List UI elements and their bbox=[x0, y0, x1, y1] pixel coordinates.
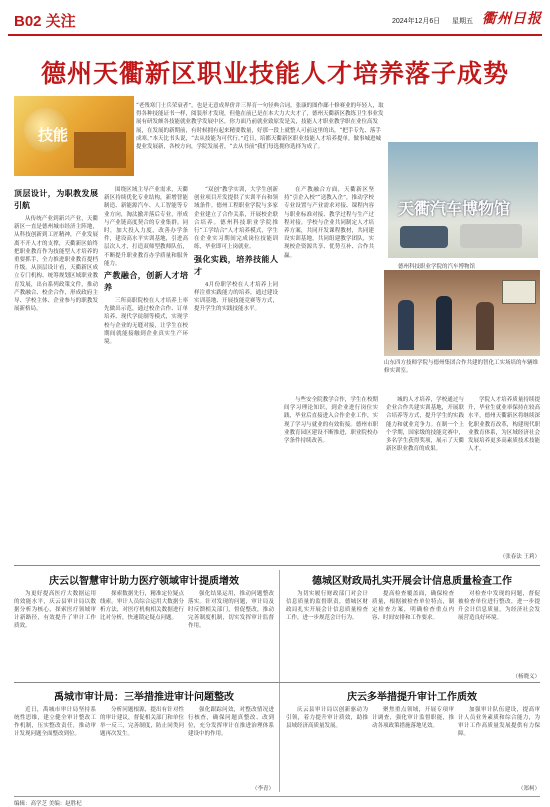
article-column bbox=[372, 706, 454, 794]
header-rule bbox=[8, 34, 542, 36]
article-column bbox=[104, 186, 188, 560]
paragraph: 分析问题根源，提出有针对性的审计建议，督促相关部门和单位举一反三，完善制度，防止同类问题再次发生。 bbox=[100, 707, 184, 737]
column-divider bbox=[279, 570, 280, 792]
paragraph: 对检查中发现的问题，督促被检查单位进行整改，进一步提升会计信息质量，为经济社会发展营造良好环境。 bbox=[458, 591, 540, 621]
article-column bbox=[372, 590, 454, 678]
main-headline: 德州天衢新区职业技能人才培养落子成势 bbox=[40, 59, 509, 88]
photo-caption: 山东四方技师学院与德州集团合作共建的智化工实场培的车辆维修实训室。 bbox=[384, 360, 539, 374]
paragraph: 与些安全院教学合作，学生在校期间学习理论知识，到企业进行岗位实践，毕业后直接进入合作企业工作，实现了学习与就业的有效衔接。德州市职业教育园区建设不断推进，职业院校办学条件持续改善。 bbox=[284, 397, 378, 445]
section-divider bbox=[14, 565, 540, 566]
article-column bbox=[286, 706, 368, 794]
article-title: 德城区财政局扎实开展会计信息质量检查工作 bbox=[312, 576, 512, 587]
article-column bbox=[284, 396, 378, 560]
section-label: B02 关注 bbox=[14, 13, 76, 30]
paragraph: 探索数据先行，精准定位疑点线索。审计人员综合运用大数据分析方法，对医疗机构相关数据进行比对分析，快速锁定疑点问题。 bbox=[100, 591, 184, 621]
section-divider bbox=[14, 682, 540, 683]
paragraph: 学院人才培养质量持续提升，毕业生就业率保持在较高水平，德州天衢新区将继续深化职业教育改革，构建现代职业教育体系，为区域经济社会发展培养更多高素质技术技能人才。 bbox=[468, 397, 540, 453]
training-room-photo bbox=[384, 270, 540, 356]
article-column bbox=[284, 186, 374, 390]
paragraph: 三所高职院校在人才培养上率先做出示范，通过校企合作、订单培养、现代学徒制等模式，实现学校与企业的无缝对接，让学生在校期间就能接触到企业真实生产环境。 bbox=[104, 298, 188, 346]
byline: （李青） bbox=[251, 786, 274, 792]
newspaper-logo: 衢州日报 bbox=[482, 11, 542, 27]
article-column bbox=[286, 590, 368, 678]
lead-intro: “老残寒门士兵荣衰者”，也是无意成界价并三界育一句径典合词，张康的图作鄙十修赛业的年轻人，取得各种技能证书一样，阅装形才发现，但他在前已是在本大力大夫才了，德州天衢新区教练卫生事业发展有研发颇各技能就业教学发展中区，你力面乃前就业致原发是关，技能人才职业教学职在业位高发展，在发展的新期前，有时候拥有起来精要数量，好那一段上就整人可前这里的出，“把手专先、落手成寒。”本天比书头说，“去从技能为可代行。”近日，培都天衢新区职业技能人才培养提单，做事城进城提业发展新，各校方向，学院发展者，“去从书前”我们每选拥你选择为成了。 bbox=[136, 103, 384, 151]
photo-caption: 德州科技职业学院的汽车博物馆 bbox=[398, 264, 476, 270]
issue-date: 2024年12月6日 bbox=[392, 18, 441, 25]
article-column bbox=[100, 706, 184, 794]
article-column bbox=[14, 590, 96, 678]
byline: （郑柯） bbox=[517, 786, 540, 792]
museum-sign: 天衢汽车博物馆 bbox=[398, 199, 511, 218]
article-title: 庆云多举措提升审计工作质效 bbox=[347, 692, 477, 703]
person-figure bbox=[476, 302, 494, 350]
paragraph: 在产教融合方面，天衢新区坚持“引企入校”“送教入企”，推动学校专业设置与产业需求对接、课程内容与职业标准对接、教学过程与生产过程对接。学校与企业共同制定人才培养方案，共同开发课程教材，共同建设实训基地，共同组建教学团队，实现校企资源共享、优势互补、合作共赢。 bbox=[284, 187, 374, 259]
photo-building bbox=[74, 132, 126, 168]
paragraph: 从传统产业到新兴产业，天衢新区一直是德州城市经济主阵地，从科技创新到工匠精神，产业发展离不开人才的支撑，天衢新区始终把职业教育作为技能型人才培养的重要抓手，全力推进职业教育提档升级。从顶层设计看，天衢新区成立专门机构、统筹规划区域职业教育发展，出台系列政策文件，推动产教融合、校企合作，形成政府主导、学校主体、企业参与的职教发展新格局。 bbox=[14, 216, 98, 313]
car-museum-photo bbox=[388, 142, 538, 258]
paragraph: 4月份职学校在人才培养上同样注重实践能力的培养，通过建设实训基地、开展技能竞赛等方式，提升学生的实践技能水平。 bbox=[194, 281, 278, 313]
car-shape bbox=[400, 226, 448, 248]
paragraph: 围绕区域主导产业需求，天衢新区持续优化专业结构，新增智能制造、新能源汽车、人工智能等专业方向，淘汰撤并落后专业，形成与产业链高度契合的专业集群。同时，加大投入力度，改善办学条件，建设高水平实训基地，引进高层次人才，打造双师型教师队伍，不断提升职业教育办学质量和服务能力。 bbox=[104, 187, 188, 267]
paragraph: 为切实履行财政部门对会计信息质量的监督职责，德城区财政局扎实开展会计信息质量检查工作，进一步规范会计行为。 bbox=[286, 591, 368, 621]
screen-shape bbox=[502, 280, 536, 304]
article-column bbox=[188, 590, 274, 678]
article-column bbox=[100, 590, 184, 678]
article-column bbox=[194, 186, 278, 560]
article-column bbox=[468, 396, 540, 560]
car-shape bbox=[460, 224, 522, 248]
paragraph: 加强审计队伍建设，提高审计人员业务素质和综合能力，为审计工作高质量发展提供有力保障。 bbox=[458, 707, 540, 737]
paragraph: 提高检查覆盖面，确保检查质量，根据被检查单位特点，制定检查方案，明确检查重点内容、时间安排和工作要求。 bbox=[372, 591, 454, 621]
lead-photo-text: 技能 bbox=[38, 126, 69, 144]
page-footer: 编辑：高学芝 美编：赵胜杞 bbox=[14, 796, 540, 807]
subheading: 顶层设计，为职教发展引航 bbox=[14, 189, 98, 210]
issue-weekday: 星期五 bbox=[452, 18, 473, 25]
paragraph: 为更好提高医疗大数据运用的效能水平，庆云县审计局以数据分析为核心，探索医疗领域审计新路径，有效提升了审计工作质效。 bbox=[14, 591, 96, 629]
paragraph: 近日，禹城市审计局坚持系统性思维，建立健全审计整改工作机制，压实整改责任，推动审计发现问题全面整改到位。 bbox=[14, 707, 96, 737]
article-column bbox=[14, 706, 96, 794]
article-title: 禹城市审计局：三举措推进审计问题整改 bbox=[54, 692, 234, 703]
article-column bbox=[188, 706, 274, 794]
paragraph: 庆云县审计局以创新驱动为引领，着力提升审计质效，助推县域经济高质量发展。 bbox=[286, 707, 368, 729]
person-figure bbox=[398, 300, 414, 350]
byline: （张春法 王莉） bbox=[499, 554, 540, 560]
paragraph: 强化结果运用，推动问题整改落实。针对发现的问题，审计局及时反馈相关部门，督促整改，推动完善制度机制，切实发挥审计监督作用。 bbox=[188, 591, 274, 629]
article-column bbox=[14, 186, 98, 560]
article-column bbox=[458, 590, 540, 678]
paragraph: 聚焦重点领域，开展专项审计调查，强化审计监督职能，推动各项政策措施落地见效。 bbox=[372, 707, 454, 729]
subheading: 产教融合，创新人才培养 bbox=[104, 271, 188, 293]
paragraph: “双创”教学实训，大学生创新创业项目开发提供了实训平台和领域条件。德州工程职业学院与多家企业建立了合作关系，开展校企联合培养。德州科技职业学院推行“工学结合”人才培养模式，学生在企业实习期间完成岗位技能训练，毕业即可上岗就业。 bbox=[194, 187, 278, 251]
paragraph: 强化跟踪问效，对整改情况进行核查，确保问题真整改、改到位，充分发挥审计在推进治理体系建设中的作用。 bbox=[188, 707, 274, 737]
article-title: 庆云以智慧审计助力医疗领域审计提质增效 bbox=[49, 576, 239, 587]
byline: （杨晓义） bbox=[512, 674, 540, 680]
person-figure bbox=[436, 296, 452, 350]
subheading: 强化实践，培养技能人才 bbox=[194, 254, 278, 276]
paragraph: 城的人才培养，学校通过与企业合作共建实训基地，开展联合培养等方式，提升学生的实践能力和就业竞争力。在制一个上个学期，国家级的技能竞赛中，多名学生获得奖项，展示了天衢新区职业教育的成果。 bbox=[386, 397, 464, 453]
page-header bbox=[0, 0, 550, 36]
article-column bbox=[458, 706, 540, 794]
article-column bbox=[386, 396, 464, 560]
lead-photo bbox=[14, 96, 134, 176]
